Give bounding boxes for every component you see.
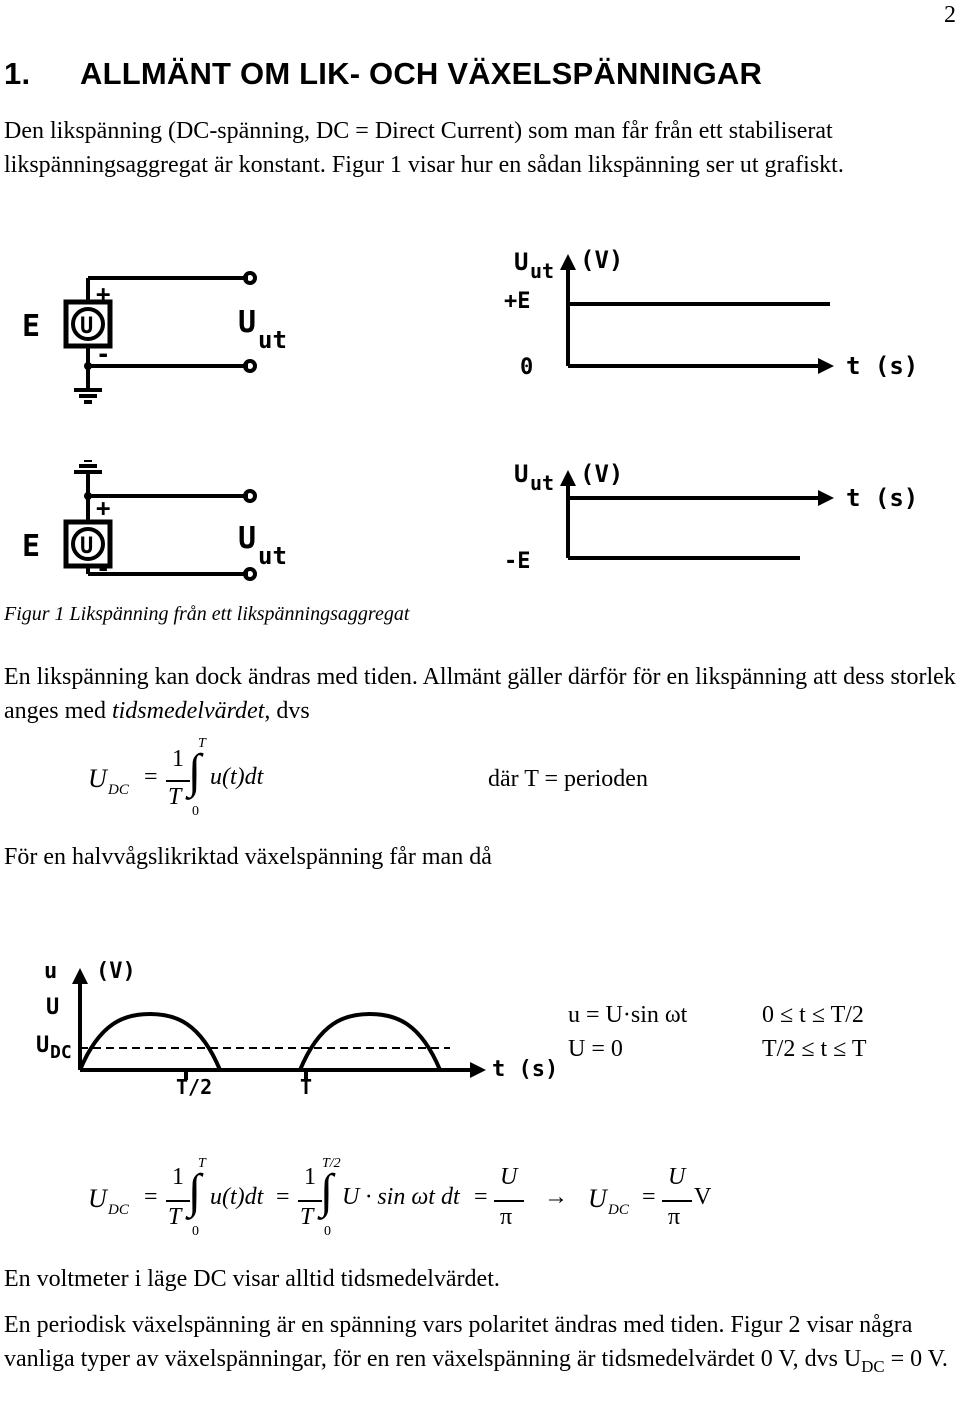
eq2-integrand-2: U · sin ωt dt: [342, 1184, 460, 1210]
section-title: ALLMÄNT OM LIK- OCH VÄXELSPÄNNINGAR: [80, 56, 763, 91]
paragraph-ac: [4, 1308, 956, 1384]
fig2-u-peak-label: U: [46, 995, 60, 1020]
dc-graph-positive: [500, 244, 930, 384]
para2-text-a: En likspänning kan dock ändras med tiden. Allmänt gäller därför för en likspänning att dess storlek anges med: [4, 664, 956, 724]
para2-emphasis: tidsmedelvärdet: [111, 698, 265, 724]
eq2-frac4-den: π: [668, 1204, 681, 1230]
eq2-frac3-num: U: [500, 1164, 518, 1190]
condition-1-left: u = U·sin ωt: [568, 1002, 688, 1028]
eq2-int2-lower: 0: [324, 1224, 331, 1239]
condition-2-left: U = 0: [568, 1036, 623, 1062]
eq2-lhs-sub: DC: [108, 1202, 129, 1218]
fig2-x-half: T/2: [176, 1075, 213, 1098]
eq1-lhs-sub: DC: [108, 782, 129, 798]
level-minus-e: -E: [504, 549, 531, 574]
eq2-frac4-num: U: [668, 1164, 686, 1190]
fig2-y-axis-unit: (V): [96, 959, 136, 984]
y-axis-u-sub: ut: [530, 259, 555, 283]
fig2-udc-sub: DC: [50, 1042, 72, 1063]
half-wave-graph: [30, 952, 560, 1098]
fig2-udc-label: U: [36, 1033, 50, 1058]
y-axis-u-sub: ut: [530, 471, 555, 495]
eq1-lower-limit: 0: [192, 804, 199, 819]
integral-sign-2: ∫: [320, 1165, 334, 1218]
source-e-label: E: [22, 529, 41, 564]
eq2-int1-lower: 0: [192, 1224, 199, 1239]
eq2-frac1-den: T: [168, 1204, 182, 1230]
output-u-sub: ut: [258, 542, 287, 570]
equation-udc-definition: [88, 736, 528, 828]
equation-udc-half-wave: [88, 1156, 928, 1250]
eq2-frac1-bar: [166, 1200, 190, 1202]
paragraph-half-wave: För en halvvågslikriktad växelspänning får man då: [4, 844, 492, 870]
para5-text-a: En periodisk växelspänning är en spänning vars polaritet ändras med tiden. Figur 2 visar några vanliga typer av växelspänningar, för en ren växelspänning är tidsmedelvärdet 0 V, dvs U: [4, 1312, 913, 1372]
eq1-equals: =: [144, 764, 158, 790]
intro-paragraph: Den likspänning (DC-spänning, DC = Direct Current) som man får från ett stabiliserat likspänningsaggregat är konstant. Figur 1 visar hur en sådan likspänning ser ut grafiskt.: [4, 118, 844, 178]
eq2-rhs: U: [588, 1184, 607, 1213]
eq2-rhs-sub: DC: [608, 1202, 629, 1218]
eq2-frac2-num: 1: [304, 1164, 316, 1190]
eq2-frac2-bar: [298, 1200, 322, 1202]
meter-u-symbol: U: [80, 534, 94, 559]
eq2-frac1-num: 1: [172, 1164, 184, 1190]
fig2-y-axis-label: u: [44, 959, 58, 984]
y-axis-unit: (V): [580, 246, 624, 274]
section-heading: [4, 56, 762, 92]
y-axis-u-label: U: [514, 248, 529, 276]
integral-sign-1: ∫: [188, 1165, 202, 1218]
fig2-x-full: T: [300, 1075, 313, 1098]
eq2-equals-1: =: [144, 1184, 158, 1210]
para5-sub: DC: [861, 1356, 885, 1376]
output-u-sub: ut: [258, 326, 287, 354]
fig2-x-axis-label: t (s): [492, 1057, 559, 1082]
section-number: 1.: [4, 56, 31, 91]
y-axis-u-label: U: [514, 460, 529, 488]
eq1-integrand: u(t)dt: [210, 764, 264, 790]
source-e-label: E: [22, 309, 41, 344]
minus-sign: -: [96, 340, 111, 368]
para5-text-b: = 0 V.: [884, 1346, 948, 1372]
eq2-frac2-den: T: [300, 1204, 314, 1230]
plus-sign: +: [96, 280, 111, 308]
y-axis-unit: (V): [580, 460, 624, 488]
dc-circuit-positive: [0, 240, 320, 420]
eq2-equals-4: =: [642, 1184, 656, 1210]
condition-1-right: 0 ≤ t ≤ T/2: [762, 1002, 864, 1028]
eq2-frac3-bar: [494, 1200, 524, 1202]
level-plus-e: +E: [504, 289, 531, 314]
x-axis-label: t (s): [846, 484, 919, 512]
eq2-lhs: U: [88, 1184, 107, 1213]
paragraph-mean-value: [4, 660, 956, 728]
zero-label: 0: [520, 355, 534, 380]
eq1-frac-num: 1: [172, 746, 184, 772]
condition-2-right: T/2 ≤ t ≤ T: [762, 1036, 867, 1062]
eq1-upper-limit: T: [198, 736, 206, 751]
eq2-int2-upper: T/2: [322, 1156, 341, 1171]
page-number: 2: [944, 2, 956, 28]
eq2-int1-upper: T: [198, 1156, 206, 1171]
output-u-label: U: [238, 521, 257, 556]
minus-sign: -: [96, 554, 111, 582]
eq2-frac3-den: π: [500, 1204, 513, 1230]
eq2-frac4-bar: [662, 1200, 692, 1202]
dc-circuit-negative: [0, 460, 320, 590]
integral-sign: ∫: [188, 745, 202, 798]
para2-text-b: , dvs: [264, 698, 310, 724]
output-u-label: U: [238, 305, 257, 340]
plus-sign: +: [96, 494, 111, 522]
eq2-integrand-1: u(t)dt: [210, 1184, 264, 1210]
meter-u-symbol: U: [80, 314, 94, 339]
eq1-lhs: U: [88, 764, 107, 793]
eq2-equals-2: =: [276, 1184, 290, 1210]
eq2-unit: V: [694, 1184, 712, 1210]
eq1-frac-bar: [166, 780, 190, 782]
dc-graph-negative: [500, 456, 930, 576]
eq1-frac-den: T: [168, 784, 182, 810]
x-axis-label: t (s): [846, 352, 919, 380]
eq2-equals-3: =: [474, 1184, 488, 1210]
figure-caption: Figur 1 Likspänning från ett likspänningsaggregat: [4, 603, 410, 625]
eq1-note: där T = perioden: [488, 766, 648, 792]
paragraph-voltmeter: En voltmeter i läge DC visar alltid tidsmedelvärdet.: [4, 1266, 500, 1292]
eq2-arrow: →: [544, 1184, 568, 1210]
